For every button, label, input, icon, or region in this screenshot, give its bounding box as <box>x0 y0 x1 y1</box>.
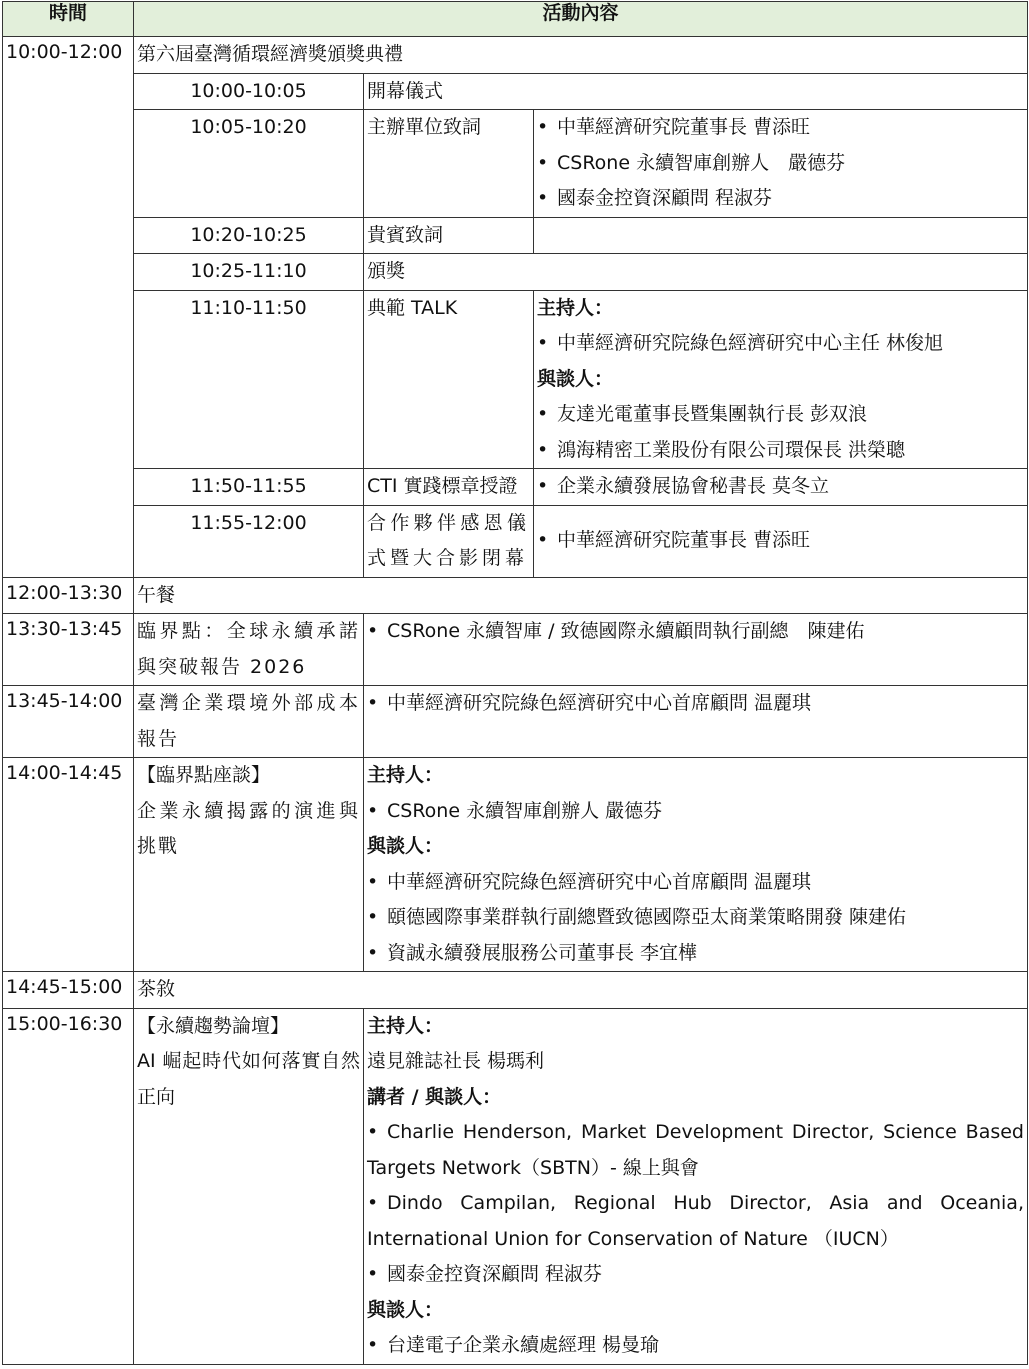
speaker-label: 講者 / 與談人： <box>367 1085 502 1108</box>
speaker-cell <box>364 1008 1028 1364</box>
item-cell: 典範 TALK <box>364 290 534 469</box>
header-time: 時間 <box>3 2 134 37</box>
people-cell <box>534 469 1028 506</box>
item-cell: 午餐 <box>134 577 1028 614</box>
host-label: 主持人： <box>367 764 444 786</box>
time-cell: 12:00-13:30 <box>3 577 134 614</box>
sub-time-cell: 11:55-12:00 <box>134 505 364 577</box>
header-content: 活動內容 <box>134 2 1028 37</box>
panel-label: 與談人： <box>367 1298 444 1321</box>
item-cell: 合作夥伴感恩儀式暨大合影閉幕 <box>364 505 534 577</box>
list-item: • CSRone 永續智庫創辦人 嚴德芬 <box>537 146 1024 182</box>
panel-label: 與談人： <box>367 835 444 857</box>
people-cell <box>534 505 1028 577</box>
time-cell: 14:00-14:45 <box>3 758 134 972</box>
table-row <box>3 505 1028 577</box>
session-tag: 【臨界點座談】 <box>137 764 271 786</box>
sub-time-cell: 10:25-11:10 <box>134 254 364 291</box>
people-cell <box>534 217 1028 254</box>
item-cell: 貴賓致詞 <box>364 217 534 254</box>
list-item: • 資誠永續發展服務公司董事長 李宜樺 <box>367 936 1024 972</box>
table-row <box>3 1008 1028 1364</box>
people-cell <box>534 290 1028 469</box>
session-title-cell: 臨界點：全球永續承諾與突破報告 2026 <box>134 614 364 686</box>
host-label: 主持人： <box>367 1014 444 1037</box>
host-name: 遠見雜誌社長 楊瑪利 <box>367 1050 545 1072</box>
speaker-cell <box>364 758 1028 972</box>
table-row <box>3 972 1028 1009</box>
list-item: • 國泰金控資深顧問 程淑芬 <box>367 1257 1024 1293</box>
session-tag: 【永續趨勢論壇】 <box>137 1014 290 1037</box>
table-row <box>3 469 1028 506</box>
list-item: • 國泰金控資深顧問 程淑芬 <box>537 181 1024 217</box>
agenda-table <box>2 1 1028 1365</box>
time-cell: 14:45-15:00 <box>3 972 134 1009</box>
list-item: • 台達電子企業永續處經理 楊曼瑜 <box>367 1328 1024 1364</box>
table-row <box>3 614 1028 686</box>
list-item: • CSRone 永續智庫 / 致德國際永續顧問執行副總 陳建佑 <box>367 614 1024 650</box>
list-item: • 中華經濟研究院綠色經濟研究中心首席顧問 温麗琪 <box>367 865 1024 901</box>
session-title-cell: 【臨界點座談】 企業永續揭露的演進與挑戰 <box>134 758 364 972</box>
sub-time-cell: 11:10-11:50 <box>134 290 364 469</box>
sub-time-cell: 11:50-11:55 <box>134 469 364 506</box>
table-row <box>3 254 1028 291</box>
list-item: • 友達光電董事長暨集團執行長 彭双浪 <box>537 397 1024 433</box>
table-row <box>3 290 1028 469</box>
list-item: • 中華經濟研究院董事長 曹添旺 <box>537 110 1024 146</box>
table-row <box>3 686 1028 758</box>
time-cell: 13:30-13:45 <box>3 614 134 686</box>
list-item: • 中華經濟研究院綠色經濟研究中心首席顧問 温麗琪 <box>367 686 1024 722</box>
time-cell: 13:45-14:00 <box>3 686 134 758</box>
list-item: • CSRone 永續智庫創辦人 嚴德芬 <box>367 794 1024 830</box>
sub-time-cell: 10:05-10:20 <box>134 110 364 218</box>
list-item: • 鴻海精密工業股份有限公司環保長 洪榮聰 <box>537 433 1024 469</box>
table-row <box>3 758 1028 972</box>
speaker-cell <box>364 614 1028 686</box>
list-item: • 中華經濟研究院綠色經濟研究中心主任 林俊旭 <box>537 326 1024 362</box>
item-cell: CTI 實踐標章授證 <box>364 469 534 506</box>
block-title: 第六屆臺灣循環經濟獎頒獎典禮 <box>134 37 1028 74</box>
time-cell: 10:00-12:00 <box>3 37 134 578</box>
list-item: • 中華經濟研究院董事長 曹添旺 <box>537 523 1024 559</box>
list-item: • 頤德國際事業群執行副總暨致德國際亞太商業策略開發 陳建佑 <box>367 900 1024 936</box>
header-row <box>3 2 1028 37</box>
table-row <box>3 110 1028 218</box>
list-item: • Dindo Campilan, Regional Hub Director, Asia and Oceania, International Union for Conservation of Nature （IUCN） <box>367 1186 1024 1257</box>
host-label: 主持人： <box>537 296 614 319</box>
session-title-cell: 臺灣企業環境外部成本報告 <box>134 686 364 758</box>
table-row <box>3 577 1028 614</box>
table-row <box>3 73 1028 110</box>
time-cell: 15:00-16:30 <box>3 1008 134 1364</box>
table-row <box>3 37 1028 74</box>
table-row <box>3 217 1028 254</box>
session-title-cell: 【永續趨勢論壇】 AI 崛起時代如何落實自然正向 <box>134 1008 364 1364</box>
list-item: • Charlie Henderson, Market Development Director, Science Based Targets Network（SBTN）- 線上與會 <box>367 1115 1024 1186</box>
item-cell: 開幕儀式 <box>364 73 1028 110</box>
people-cell <box>534 110 1028 218</box>
sub-time-cell: 10:00-10:05 <box>134 73 364 110</box>
sub-time-cell: 10:20-10:25 <box>134 217 364 254</box>
item-cell: 主辦單位致詞 <box>364 110 534 218</box>
list-item: • 企業永續發展協會秘書長 莫冬立 <box>537 469 1024 505</box>
speaker-cell <box>364 686 1028 758</box>
item-cell: 茶敘 <box>134 972 1028 1009</box>
item-cell: 頒獎 <box>364 254 1028 291</box>
panel-label: 與談人： <box>537 367 614 390</box>
